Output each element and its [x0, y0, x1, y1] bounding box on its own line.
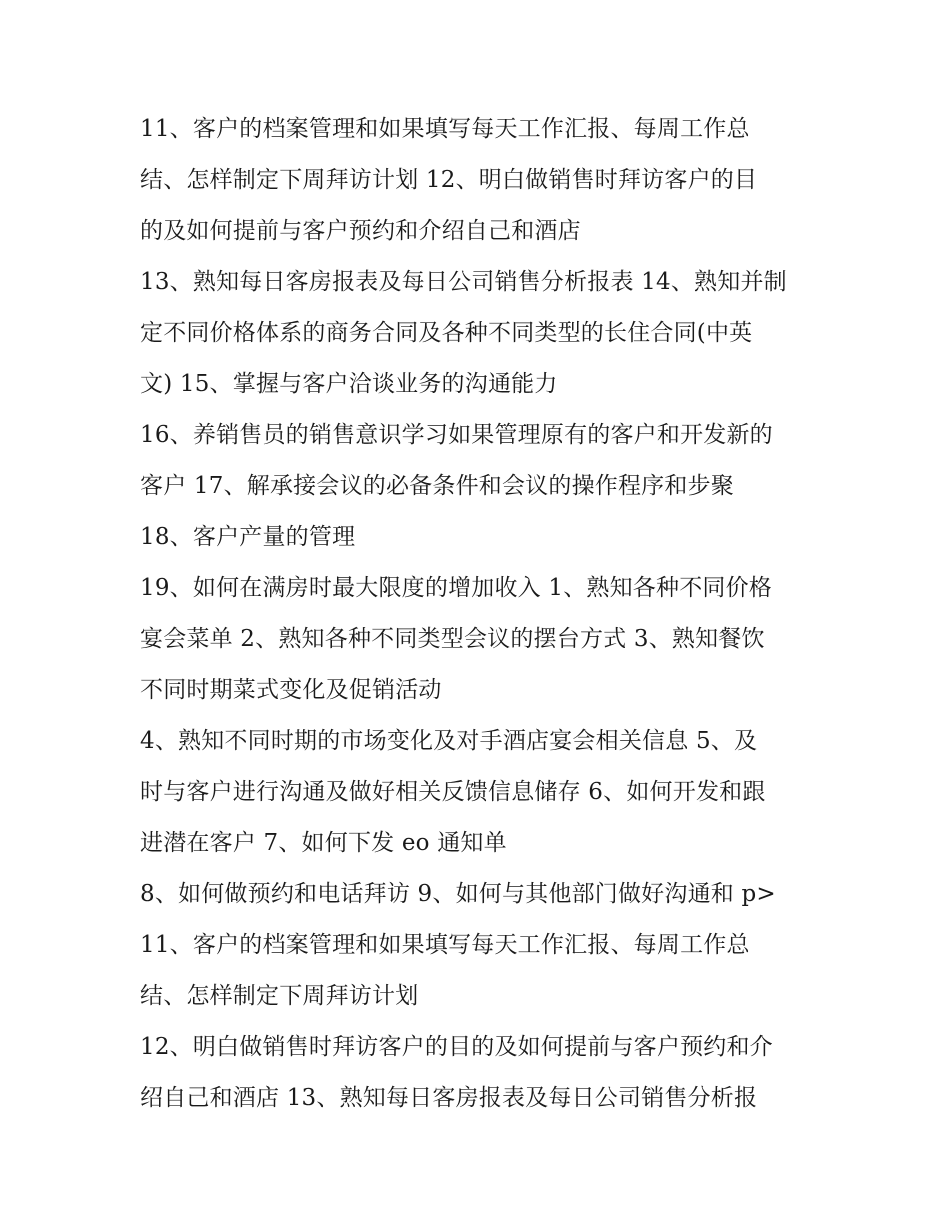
text-line: 结、怎样制定下周拜访计划 12、明白做销售时拜访客户的目: [140, 167, 758, 193]
text-line: 19、如何在满房时最大限度的增加收入 1、熟知各种不同价格: [140, 575, 773, 601]
text-line: 11、客户的档案管理和如果填写每天工作汇报、每周工作总: [140, 116, 750, 142]
text-line: 18、客户产量的管理: [140, 524, 356, 550]
text-line: 11、客户的档案管理和如果填写每天工作汇报、每周工作总: [140, 932, 750, 958]
text-line: 的及如何提前与客户预约和介绍自己和酒店: [140, 218, 581, 244]
text-line: 4、熟知不同时期的市场变化及对手酒店宴会相关信息 5、及: [140, 728, 758, 754]
text-line: 8、如何做预约和电话拜访 9、如何与其他部门做好沟通和 p>: [140, 881, 776, 907]
text-line: 宴会菜单 2、熟知各种不同类型会议的摆台方式 3、熟知餐饮: [140, 626, 765, 652]
text-line: 绍自己和酒店 13、熟知每日客房报表及每日公司销售分析报: [140, 1085, 758, 1111]
text-line: 不同时期菜式变化及促销活动: [140, 677, 442, 703]
text-line: 进潜在客户 7、如何下发 eo 通知单: [140, 830, 507, 856]
text-line: 16、养销售员的销售意识学习如果管理原有的客户和开发新的: [140, 422, 773, 448]
text-line: 12、明白做销售时拜访客户的目的及如何提前与客户预约和介: [140, 1034, 773, 1060]
text-line: 时与客户进行沟通及做好相关反馈信息储存 6、如何开发和跟: [140, 779, 766, 805]
text-line: 13、熟知每日客房报表及每日公司销售分析报表 14、熟知并制: [140, 269, 787, 295]
document-body: [140, 104, 820, 1124]
text-line: 文) 15、掌握与客户洽谈业务的沟通能力: [140, 371, 558, 397]
text-line: 客户 17、解承接会议的必备条件和会议的操作程序和步聚: [140, 473, 734, 499]
text-line: 结、怎样制定下周拜访计划: [140, 983, 419, 1009]
text-line: 定不同价格体系的商务合同及各种不同类型的长住合同(中英: [140, 320, 753, 346]
